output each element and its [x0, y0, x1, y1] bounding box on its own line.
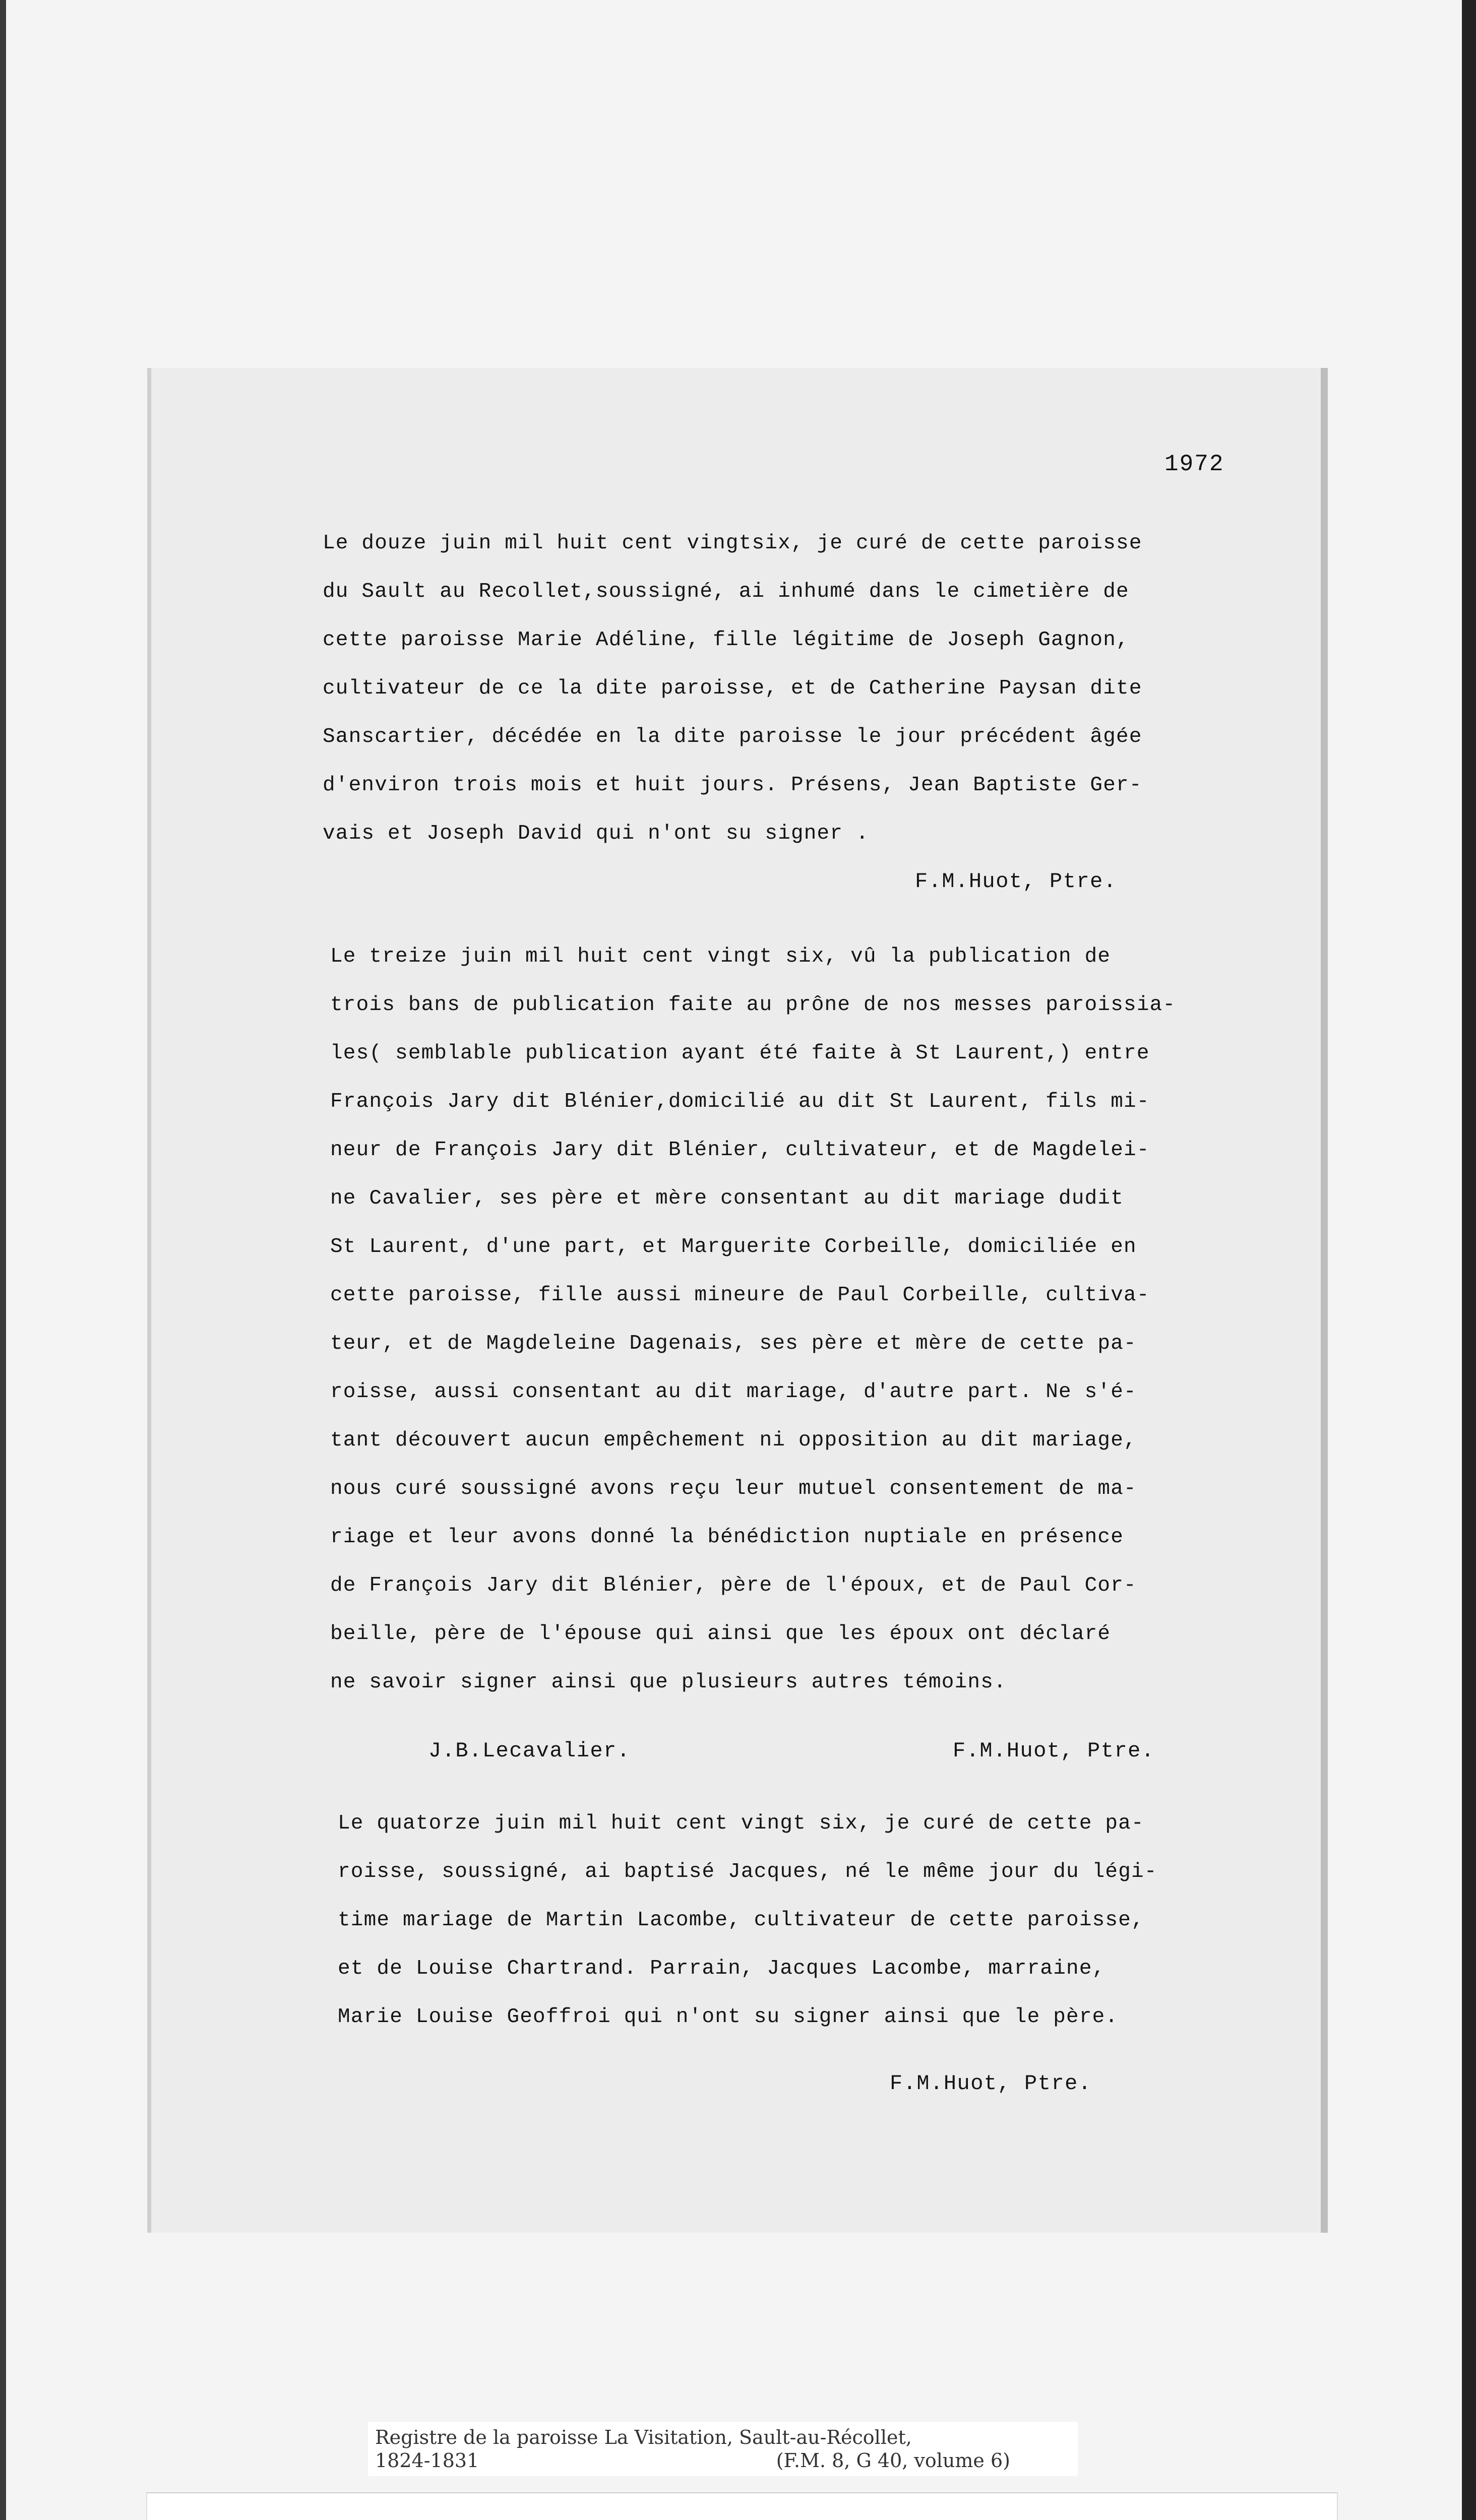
page-number: 1972	[1164, 451, 1224, 477]
entry-baptism	[338, 1799, 1296, 2041]
entry-line: ne savoir signer ainsi que plusieurs autres témoins.	[330, 1671, 1007, 1694]
entry-line: roisse, aussi consentant au dit mariage, d'autre part. Ne s'é-	[330, 1380, 1137, 1404]
entry-line: beille, père de l'épouse qui ainsi que les époux ont déclaré	[330, 1622, 1111, 1646]
entry-line: du Sault au Recollet,soussigné, ai inhumé dans le cimetière de	[323, 580, 1129, 603]
entry-line: roisse, soussigné, ai baptisé Jacques, né le même jour du légi-	[338, 1860, 1157, 1883]
entry-line: Marie Louise Geoffroi qui n'ont su signer ainsi que le père.	[338, 2005, 1119, 2029]
signature-priest: F.M.Huot, Ptre.	[915, 869, 1117, 894]
entry-line: Le quatorze juin mil huit cent vingt six, je curé de cette pa-	[338, 1812, 1144, 1835]
entry-marriage	[330, 932, 1288, 1707]
archive-register-title: Registre de la paroisse La Visitation, Sault-au-Récollet,	[375, 2426, 912, 2448]
archive-reference-label	[368, 2422, 1078, 2476]
film-edge-left	[0, 0, 6, 2520]
entry-line: François Jary dit Blénier,domicilié au dit St Laurent, fils mi-	[330, 1090, 1150, 1113]
entry-line: cette paroisse Marie Adéline, fille légitime de Joseph Gagnon,	[323, 628, 1129, 652]
entry-line: d'environ trois mois et huit jours. Présens, Jean Baptiste Ger-	[323, 774, 1142, 797]
entry-line: cultivateur de ce la dite paroisse, et de Catherine Paysan dite	[323, 677, 1142, 700]
entry-line: trois bans de publication faite au prône de nos messes paroissia-	[330, 993, 1176, 1017]
entry-line: cette paroisse, fille aussi mineure de Paul Corbeille, cultiva-	[330, 1284, 1150, 1307]
entry-line: neur de François Jary dit Blénier, cultivateur, et de Magdelei-	[330, 1139, 1150, 1162]
entry-line: tant découvert aucun empêchement ni opposition au dit mariage,	[330, 1429, 1137, 1452]
film-edge-right	[1462, 0, 1476, 2520]
entry-line: Le douze juin mil huit cent vingtsix, je curé de cette paroisse	[323, 532, 1142, 555]
public-archives-stamp	[146, 2492, 1338, 2520]
entry-line: nous curé soussigné avons reçu leur mutuel consentement de ma-	[330, 1477, 1137, 1500]
entry-line: et de Louise Chartrand. Parrain, Jacques Lacombe, marraine,	[338, 1957, 1105, 1980]
entry-line: time mariage de Martin Lacombe, cultivateur de cette paroisse,	[338, 1909, 1144, 1932]
archive-date-range: 1824-1831	[375, 2449, 479, 2472]
entry-line: Le treize juin mil huit cent vingt six, vû la publication de	[330, 945, 1111, 968]
signature-priest: F.M.Huot, Ptre.	[890, 2071, 1092, 2096]
entry-line: les( semblable publication ayant été faite à St Laurent,) entre	[330, 1042, 1150, 1065]
entry-line: de François Jary dit Blénier, père de l'époux, et de Paul Cor-	[330, 1574, 1137, 1597]
entry-line: ne Cavalier, ses père et mère consentant au dit mariage dudit	[330, 1187, 1124, 1210]
entry-line: vais et Joseph David qui n'ont su signer .	[323, 822, 869, 845]
entry-line: St Laurent, d'une part, et Marguerite Corbeille, domiciliée en	[330, 1235, 1137, 1258]
entry-line: teur, et de Magdeleine Dagenais, ses père et mère de cette pa-	[330, 1332, 1137, 1355]
signature-witness: J.B.Lecavalier.	[428, 1739, 631, 1763]
entry-line: riage et leur avons donné la bénédiction nuptiale en présence	[330, 1526, 1124, 1549]
archive-volume-ref: (F.M. 8, G 40, volume 6)	[776, 2449, 1010, 2472]
signature-priest: F.M.Huot, Ptre.	[953, 1739, 1155, 1763]
entry-burial	[323, 519, 1280, 858]
entry-line: Sanscartier, décédée en la dite paroisse le jour précédent âgée	[323, 725, 1142, 748]
